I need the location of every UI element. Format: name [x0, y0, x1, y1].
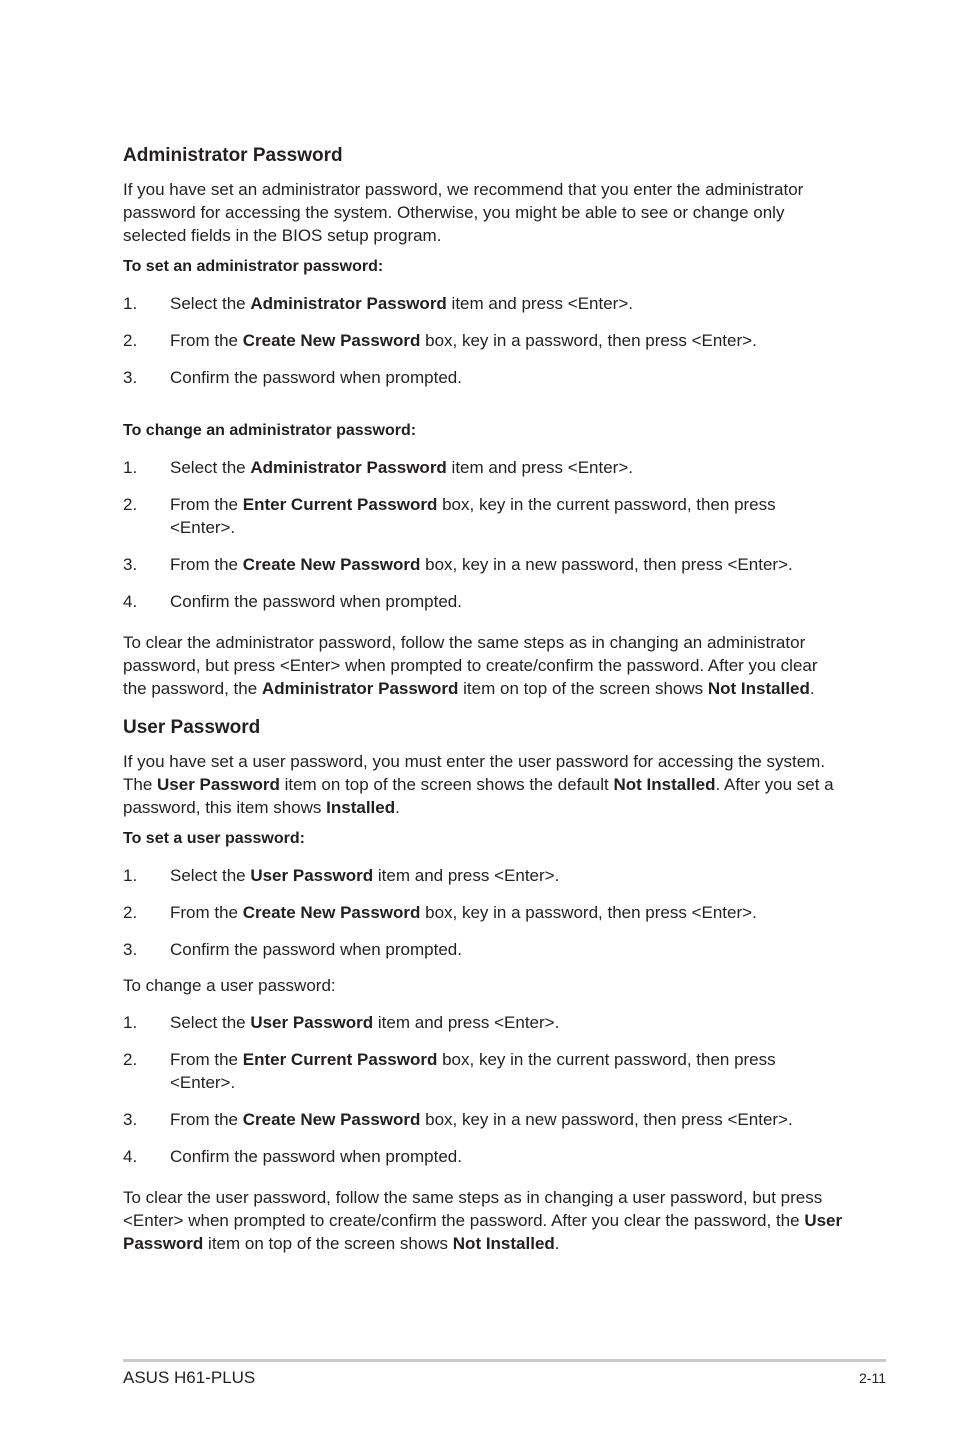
admin-clear-paragraph: To clear the administrator password, follow the same steps as in changing an administrator password, but press <Enter> when prompted to create/confirm the password. After you clear the password, the Administrator Password item on top of the screen shows Not Installed.: [123, 633, 818, 698]
step-item: 2. From the Enter Current Password box, key in the current password, then press <Enter>.: [123, 1050, 776, 1092]
user-set-label: To set a user password:: [123, 830, 305, 847]
step-number: 2.: [123, 495, 138, 514]
user-password-intro: If you have set a user password, you must enter the user password for accessing the system. The User Password item on top of the screen shows the default Not Installed. After you set a password, this item shows Installed.: [123, 752, 834, 817]
admin-password-heading: Administrator Password: [123, 145, 343, 166]
admin-set-steps: [123, 292, 843, 389]
user-password-heading: User Password: [123, 717, 261, 738]
user-set-steps: [123, 864, 843, 961]
footer-product-name: ASUS H61-PLUS: [123, 1368, 256, 1387]
step-item: 3. Confirm the password when prompted.: [123, 368, 462, 387]
step-item: 3. From the Create New Password box, key in a new password, then press <Enter>.: [123, 555, 793, 574]
step-number: 4.: [123, 1147, 138, 1166]
step-number: 3.: [123, 555, 138, 574]
user-change-steps: [123, 1011, 843, 1168]
user-clear-paragraph: To clear the user password, follow the same steps as in changing a user password, but press <Enter> when prompted to create/confirm the password. After you clear the password, the User Password item on top of the screen shows Not Installed.: [123, 1188, 843, 1253]
step-number: 1.: [123, 866, 138, 885]
footer-page-number: 2-11: [859, 1370, 886, 1386]
user-change-label: To change a user password:: [123, 976, 336, 995]
step-number: 1.: [123, 1013, 138, 1032]
step-number: 1.: [123, 458, 138, 477]
admin-set-label: To set an administrator password:: [123, 258, 384, 275]
step-item: 3. Confirm the password when prompted.: [123, 940, 462, 959]
step-number: 1.: [123, 294, 138, 313]
admin-password-intro: If you have set an administrator password, we recommend that you enter the administrator password for accessing the system. Otherwise, you might be able to see or change only selected fields in the BIOS setup program.: [123, 180, 804, 245]
footer-divider: [123, 1359, 886, 1362]
step-item: 4. Confirm the password when prompted.: [123, 1147, 462, 1166]
step-item: 1. Select the User Password item and press <Enter>.: [123, 866, 560, 885]
step-item: 2. From the Enter Current Password box, key in the current password, then press <Enter>.: [123, 495, 776, 537]
step-number: 2.: [123, 903, 138, 922]
step-item: 4. Confirm the password when prompted.: [123, 592, 462, 611]
admin-change-steps: [123, 456, 843, 613]
step-item: 2. From the Create New Password box, key in a password, then press <Enter>.: [123, 903, 757, 922]
step-number: 2.: [123, 1050, 138, 1069]
step-number: 3.: [123, 940, 138, 959]
step-item: 3. From the Create New Password box, key in a new password, then press <Enter>.: [123, 1110, 793, 1129]
admin-change-label: To change an administrator password:: [123, 422, 417, 439]
step-number: 2.: [123, 331, 138, 350]
page-content: [123, 142, 843, 1255]
step-number: 3.: [123, 368, 138, 387]
step-item: 1. Select the User Password item and press <Enter>.: [123, 1013, 560, 1032]
step-number: 3.: [123, 1110, 138, 1129]
step-item: 1. Select the Administrator Password item and press <Enter>.: [123, 294, 633, 313]
step-number: 4.: [123, 592, 138, 611]
step-item: 2. From the Create New Password box, key in a password, then press <Enter>.: [123, 331, 757, 350]
step-item: 1. Select the Administrator Password item and press <Enter>.: [123, 458, 633, 477]
